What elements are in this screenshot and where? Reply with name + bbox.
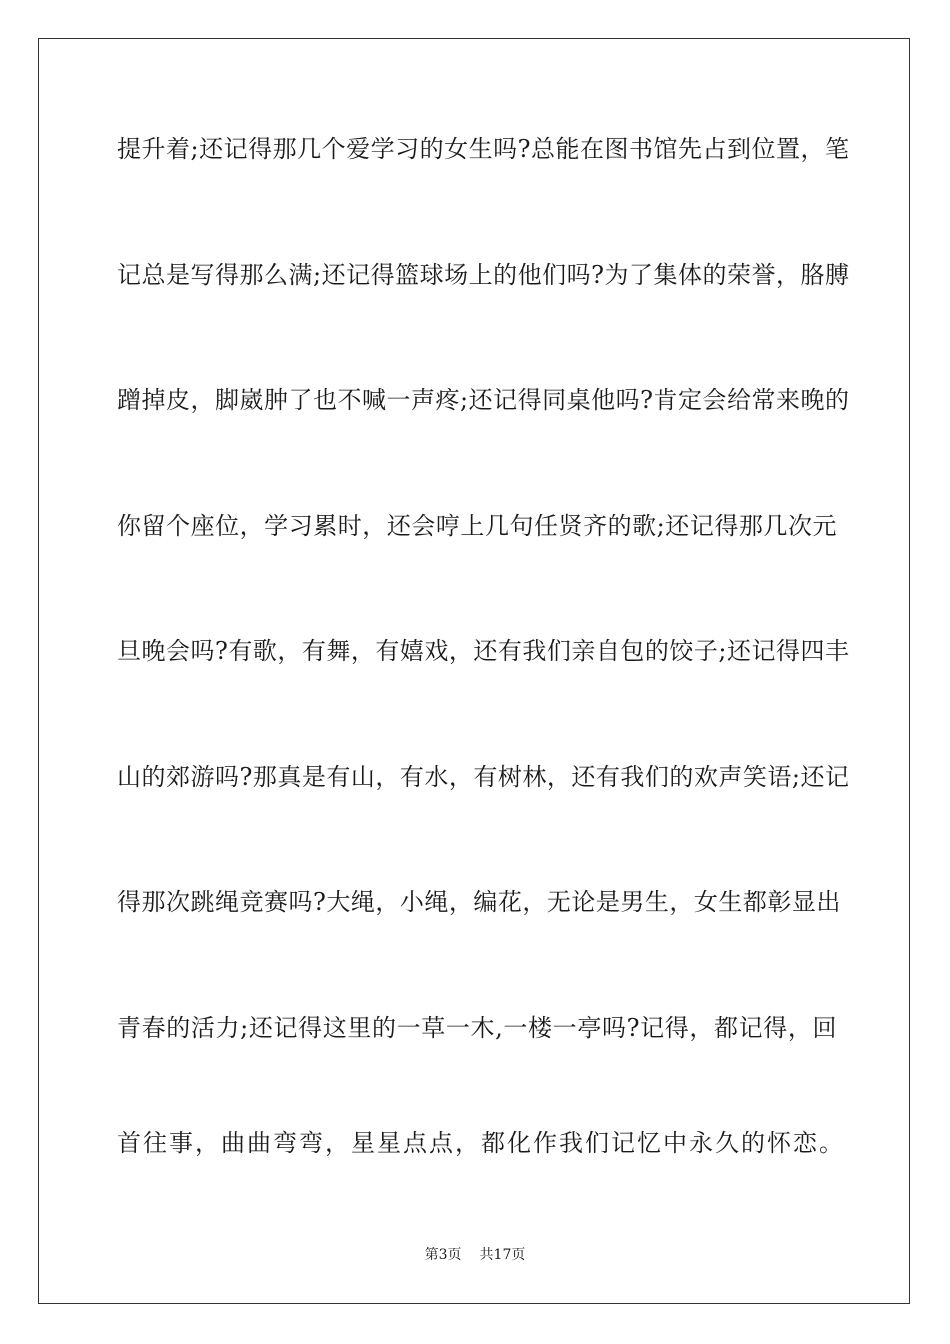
text-line: 记总是写得那么满;还记得篮球场上的他们吗?为了集体的荣誉，胳膊 <box>117 261 850 289</box>
text-line: 山的郊游吗?那真是有山，有水，有树林，还有我们的欢声笑语;还记 <box>117 763 850 791</box>
page-total: 共17页 <box>479 1247 526 1263</box>
text-line: 提升着;还记得那几个爱学习的女生吗?总能在图书馆先占到位置，笔 <box>117 135 850 163</box>
text-line: 首往事，曲曲弯弯，星星点点，都化作我们记忆中永久的怀恋。 <box>117 1129 845 1157</box>
page-border <box>38 38 910 1304</box>
page-number: 第3页 <box>424 1247 462 1263</box>
text-line: 蹭掉皮，脚崴肿了也不喊一声疼;还记得同桌他吗?肯定会给常来晚的 <box>117 386 850 414</box>
text-line: 青春的活力;还记得这里的一草一木,一楼一亭吗?记得，都记得，回 <box>117 1014 837 1042</box>
text-line: 得那次跳绳竞赛吗?大绳，小绳，编花，无论是男生，女生都彰显出 <box>117 888 841 916</box>
page-footer <box>0 1246 950 1264</box>
text-line: 你留个座位，学习累时，还会哼上几句任贤齐的歌;还记得那几次元 <box>117 512 837 540</box>
text-line: 旦晚会吗?有歌，有舞，有嬉戏，还有我们亲自包的饺子;还记得四丰 <box>117 637 850 665</box>
